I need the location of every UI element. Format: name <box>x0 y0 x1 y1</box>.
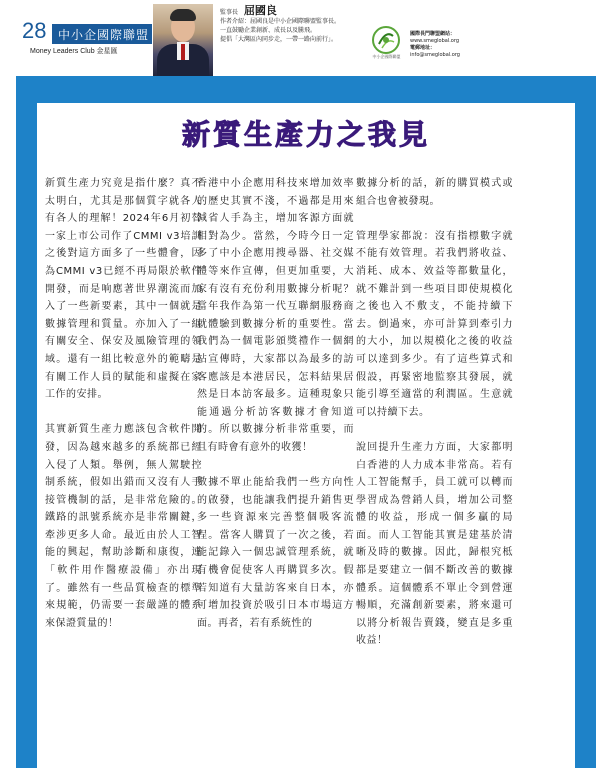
paragraph: 香港中小企應用科技來增加效率的歷史其實不淺，不過都是用來減省人手為主，增加客源方面就相對為少。當然，今時今日一定多了中小企應用搜尋器、社交媒體等來作宣傳，但更加重要，大家有沒有充份利用數據分析呢？當年我作為第一代互聯網服務商就體驗到數據分析的重要性。當我們為一個電影頒獎禮作一個網站宣傳時，大家都以為最多的訪客應該是本港居民，怎料結果居然是日本訪客最多。這種現象只能通過分析訪客數據才會知道的。所以數據分析非常重要，而且有時會有意外的收獲！ <box>197 178 354 453</box>
logo-caption: 中小企國際聯盟 <box>372 54 401 59</box>
article-title: 新質生產力之我見 <box>181 118 430 151</box>
author-photo <box>153 4 213 76</box>
club-name-bar <box>52 24 152 44</box>
club-subtitle: Money Leaders Club 金星匯 <box>30 48 118 55</box>
article-column-1 <box>45 175 202 650</box>
article-column-2 <box>197 175 354 650</box>
paragraph: 數據不單止能給我們一些方向性的啟發，也能讓我們提升銷售更多一些資源來完善整個吸客流程。當客人購買了一次之後，若能記錄入一個忠誠管理系統，就有機會促使客人再購買多次。假若知道有大量訪客來自日本，亦可增加投資於吸引日本市場這方面。再者，若有系統性的 <box>197 477 354 629</box>
website-link[interactable]: www.smeglobal.org <box>410 38 459 44</box>
author-intro-line: 作者介紹：屈國良是中小企國際聯盟監事長。 <box>220 18 341 25</box>
sme-global-logo <box>370 24 402 56</box>
author-role: 監事長 <box>220 9 239 16</box>
paragraph: 其實新質生產力應該包含軟件開發，因為越來越多的系統都已經入侵了人類。舉例，無人駕駛控制系統，假如出錯而又沒有人手接管機制的話，是非常危險的。鐵路的訊號系統亦是非常關鍵，牽涉更多人命。最近由於人工智能的興起，幫助診斷和康復，連「軟件用作醫療設備」亦出現了。雖然有一些品質檢查的標準來規範，仍需要一套嚴謹的體系來保證質量的！ <box>45 424 202 629</box>
contact-info <box>410 31 460 59</box>
article-column-3 <box>356 175 513 668</box>
club-name: 中小企國際聯盟 <box>58 28 150 42</box>
paragraph: 新質生產力究竟是指什麼？真不太明白，尤其是那個質字就各人有各人的理解！2024年6月初替一家上市公司作了CMMI v3培訓之後對這方面多了一些體會，因為CMMI v3已經不再局限於軟件開發，而是响應著世界潮流而加入了一些新要素，其中一個就是數據管理和質量。亦加入了一組有關安全、保安及風險管理的領域。還有一組比較意外的範疇是有關工作人員的賦能和虛擬在家工作的安排。 <box>45 178 202 401</box>
paragraph: 說回提升生產力方面，大家都明白香港的人力成本非常高。若有人工智能幫手，員工就可以轉而學習成為營銷人員，增加公司整體的收益，形成一個多贏的局面。而人工智能其實是建基於清晰及時的數據。因此，歸根究柢都是要建立一個不斷改善的數據體系。這個體系不單止令到營運暢順，充滿創新要素，將來還可以將分析報告賣錢，變直是多重收益！ <box>356 441 513 647</box>
author-info <box>220 6 370 44</box>
page-number: 28 <box>22 18 47 43</box>
email-link[interactable]: info@smeglobal.org <box>410 52 460 58</box>
author-name: 屈國良 <box>243 4 277 17</box>
email-label: 電郵地址： <box>410 45 436 51</box>
paragraph: 數據分析的話，新的購買模式或組合也會被發現。 <box>356 178 513 207</box>
page-header <box>0 0 612 80</box>
paragraph: 管理學家都說：沒有指標數字就不能有效管理。若我們將收益、消耗、成本、效益等都數量化，就不難計到一些項目即使規模化之後也入不敷支，不能持續下去。倒過來，亦可計算到牽引力的大小，加以規模化之後的收益可以達到多少。有了這些算式和假設，再緊密地監察其發展，就能引導至適當的利潤區。生意就可以持續下去。 <box>356 230 513 418</box>
author-intro-line: 提倡「大灣區內同步走，一帶一路向前行」。 <box>220 36 338 43</box>
author-intro-line: 一直鼓勵企業創新、成長以及騰飛。 <box>220 27 317 34</box>
website-label: 國際長門聯盟網站： <box>410 31 456 37</box>
